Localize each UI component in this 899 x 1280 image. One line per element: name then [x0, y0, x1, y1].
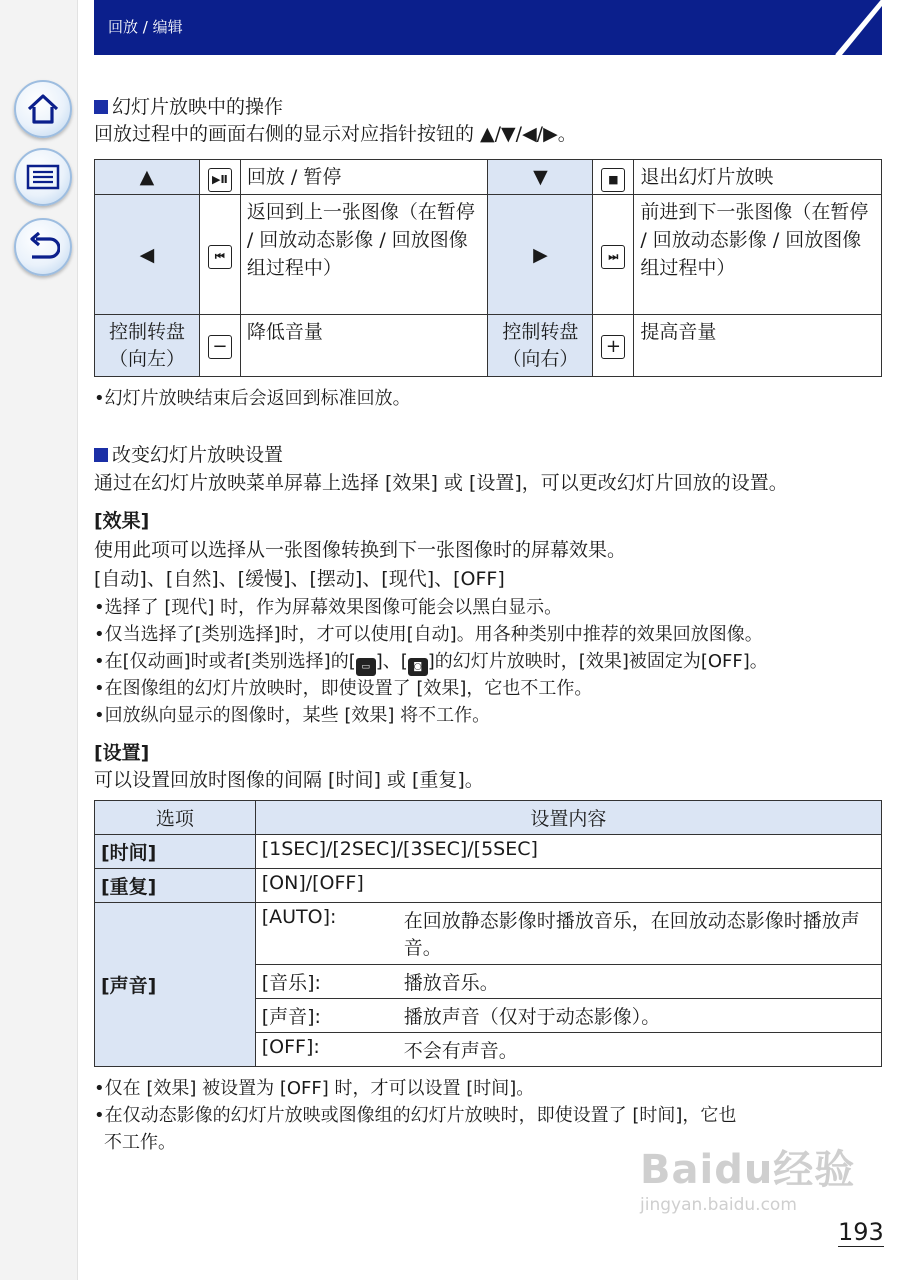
- play-pause-icon: ▶Ⅱ: [199, 160, 240, 195]
- back-button[interactable]: [14, 218, 72, 276]
- settings-table: [94, 800, 882, 1067]
- plus-icon: +: [593, 315, 634, 377]
- effect-options: [自动]、[自然]、[缓慢]、[摆动]、[现代]、[OFF]: [94, 568, 505, 590]
- column-header-option: 选项: [95, 801, 256, 835]
- header-corner-decoration: [822, 0, 882, 55]
- square-bullet-icon: [94, 100, 108, 114]
- play-pause-label: 回放 / 暂停: [240, 160, 488, 195]
- home-icon: [26, 93, 60, 125]
- key-left: ◀: [95, 195, 200, 315]
- image-category-icon: ◙: [408, 658, 428, 676]
- dial-right: 控制转盘 （向右）: [488, 315, 593, 377]
- effect-note-fixed-off: •在[仅动画]时或者[类别选择]的[ ▭ ]、[ ◙ ]的幻灯片放映时，[效果]被固定为[OFF]。: [94, 647, 768, 676]
- time-label: [时间]: [95, 835, 256, 869]
- next-icon: ⏭: [593, 195, 634, 315]
- settings-heading: [设置]: [94, 742, 150, 764]
- sound-label: [声音]: [95, 903, 256, 1067]
- key-up: ▲: [95, 160, 200, 195]
- repeat-value: [ON]/[OFF]: [255, 869, 881, 903]
- volume-up-label: 提高音量: [634, 315, 882, 377]
- watermark: [640, 1148, 855, 1216]
- home-button[interactable]: [14, 80, 72, 138]
- exit-slideshow-label: 退出幻灯片放映: [634, 160, 882, 195]
- section-title-change-settings: 改变幻灯片放映设置: [94, 440, 283, 467]
- page-number: 193: [838, 1218, 884, 1246]
- volume-down-label: 降低音量: [240, 315, 488, 377]
- key-down: ▼: [488, 160, 593, 195]
- page-header: [94, 0, 882, 55]
- slideshow-controls-table: [94, 159, 882, 377]
- image-group-icon: ▭: [356, 658, 376, 676]
- watermark-sub: jingyan.baidu.com: [640, 1195, 797, 1215]
- minus-icon: −: [199, 315, 240, 377]
- section-description: 回放过程中的画面右侧的显示对应指针按钮的 ▲/▼/◀/▶。: [94, 123, 577, 145]
- effect-note-vertical: •回放纵向显示的图像时，某些 [效果] 将不工作。: [94, 705, 491, 726]
- column-header-content: 设置内容: [255, 801, 881, 835]
- watermark-main: Baidu经验: [640, 1147, 856, 1193]
- back-icon: [26, 232, 60, 262]
- settings-description: 通过在幻灯片放映菜单屏幕上选择 [效果] 或 [设置]，可以更改幻灯片回放的设置。: [94, 472, 788, 494]
- section-title-slideshow-operations: 幻灯片放映中的操作: [94, 92, 283, 119]
- effect-note-modern: •选择了 [现代] 时，作为屏幕效果图像可能会以黑白显示。: [94, 597, 563, 618]
- sound-row-music: [音乐]: 播放音乐。: [255, 965, 881, 999]
- effect-note-group: •在图像组的幻灯片放映时，即使设置了 [效果]，它也不工作。: [94, 678, 593, 699]
- slideshow-end-note: •幻灯片放映结束后会返回到标准回放。: [94, 388, 411, 409]
- sound-row-sound: [声音]: 播放声音（仅对于动态影像）。: [255, 999, 881, 1033]
- square-bullet-icon: [94, 448, 108, 462]
- menu-button[interactable]: [14, 148, 72, 206]
- sound-row-off: [OFF]: 不会有声音。: [255, 1033, 881, 1067]
- settings-intro: 可以设置回放时图像的间隔 [时间] 或 [重复]。: [94, 769, 484, 791]
- settings-note-movie: •在仅动态影像的幻灯片放映或图像组的幻灯片放映时，即使设置了 [时间]，它也: [94, 1105, 737, 1126]
- repeat-label: [重复]: [95, 869, 256, 903]
- settings-note-time: •仅在 [效果] 被设置为 [OFF] 时，才可以设置 [时间]。: [94, 1078, 535, 1099]
- sound-row-auto: [AUTO]: 在回放静态影像时播放音乐，在回放动态影像时播放声音。: [255, 903, 881, 965]
- dial-left: 控制转盘 （向左）: [95, 315, 200, 377]
- list-icon: [26, 163, 60, 191]
- effect-heading: [效果]: [94, 510, 150, 532]
- header-title: 回放 / 编辑: [108, 18, 183, 36]
- next-image-label: 前进到下一张图像（在暂停 / 回放动态影像 / 回放图像组过程中）: [634, 195, 882, 315]
- stop-icon: ■: [593, 160, 634, 195]
- key-right: ▶: [488, 195, 593, 315]
- previous-icon: ⏮: [199, 195, 240, 315]
- time-value: [1SEC]/[2SEC]/[3SEC]/[5SEC]: [255, 835, 881, 869]
- effect-note-auto: •仅当选择了[类别选择]时，才可以使用[自动]。用各种类别中推荐的效果回放图像。: [94, 624, 763, 645]
- previous-image-label: 返回到上一张图像（在暂停 / 回放动态影像 / 回放图像组过程中）: [240, 195, 488, 315]
- effect-description: 使用此项可以选择从一张图像转换到下一张图像时的屏幕效果。: [94, 539, 627, 561]
- settings-note-movie-cont: 不工作。: [104, 1132, 176, 1153]
